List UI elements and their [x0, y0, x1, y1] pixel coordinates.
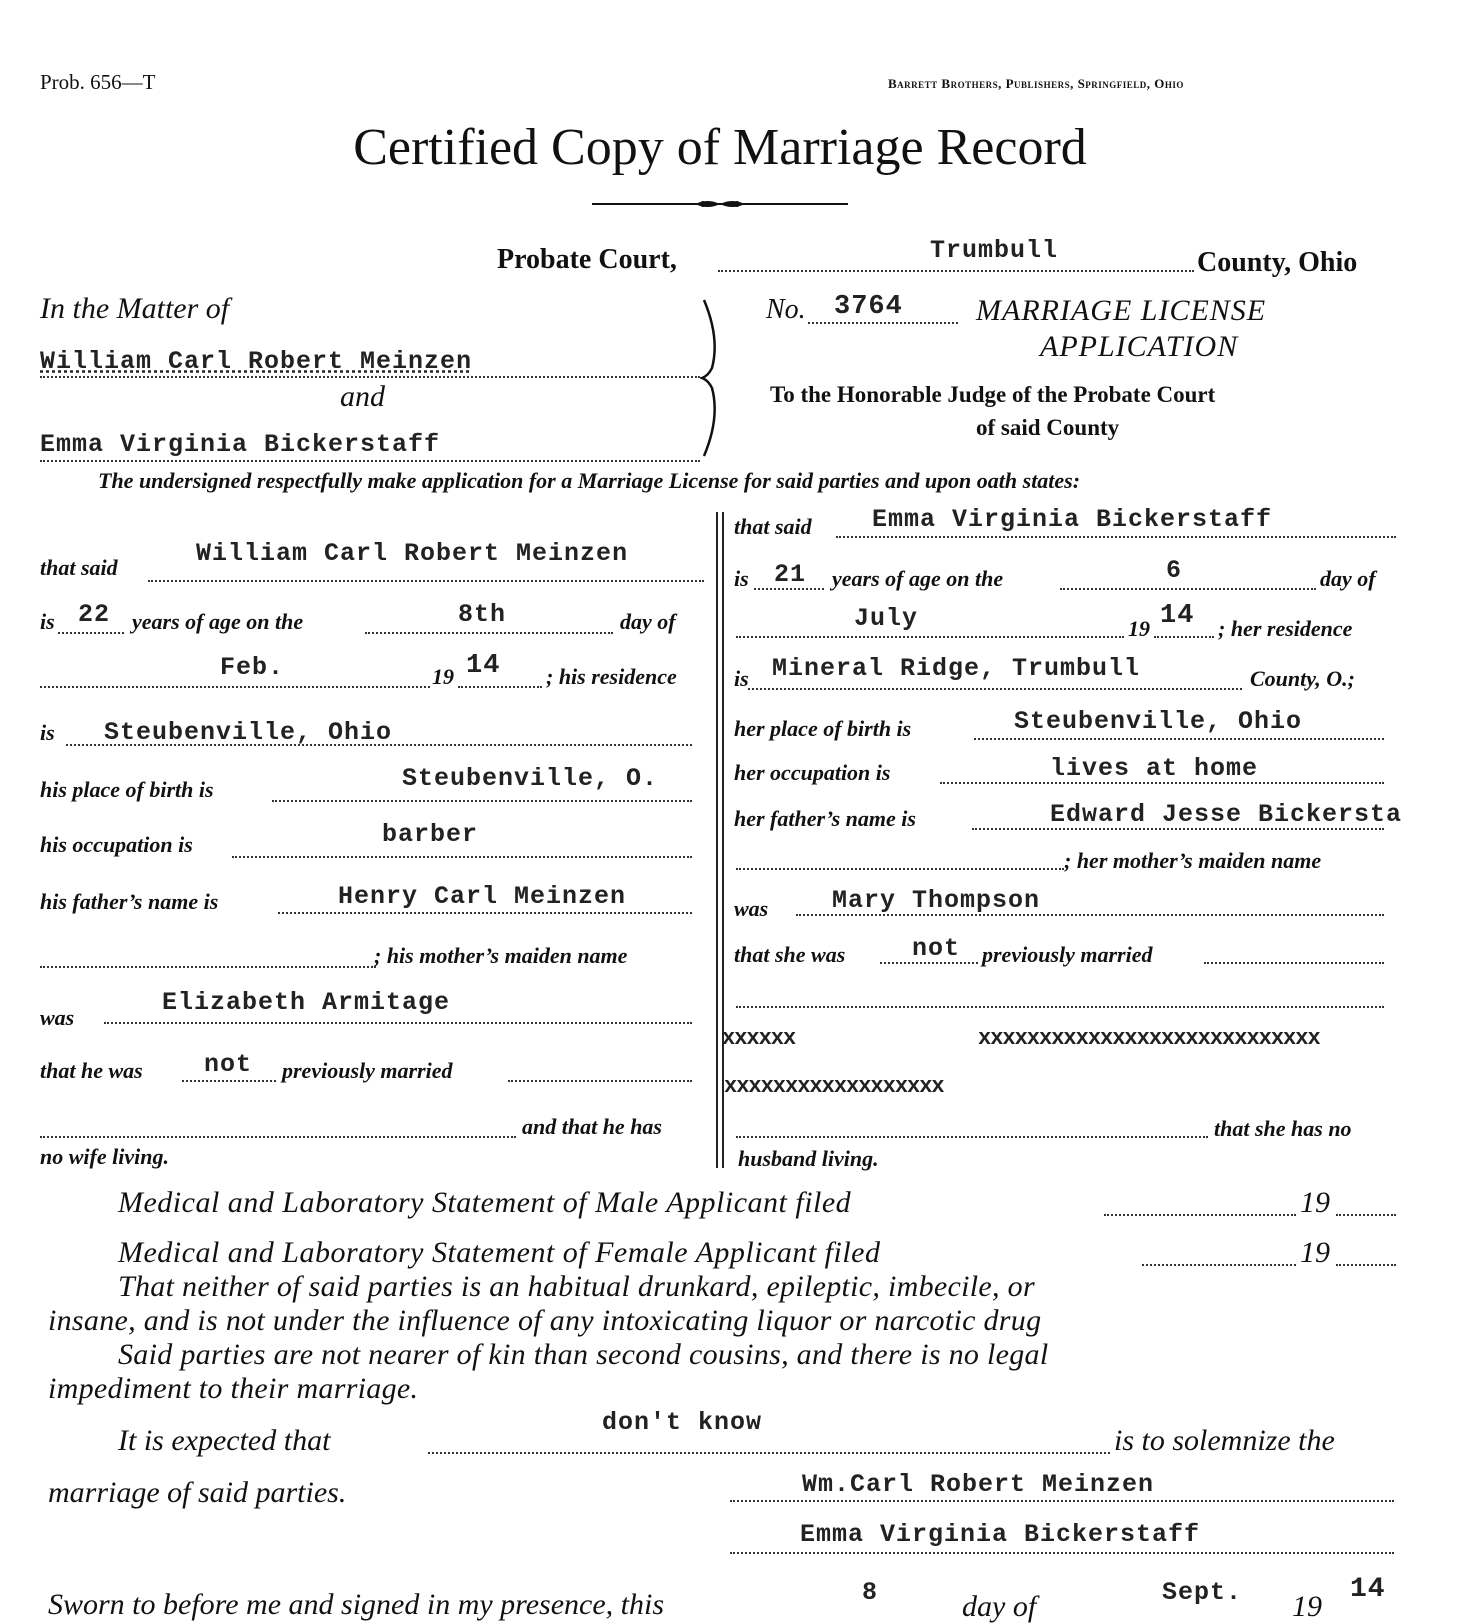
female-month-line — [736, 636, 1124, 638]
male-occ-line — [232, 856, 692, 858]
male-mother: Elizabeth Armitage — [162, 988, 451, 1017]
male-medical-year: 19 — [1300, 1186, 1330, 1219]
male-years-label: years of age on the — [132, 609, 304, 634]
male-was-label: was — [40, 1005, 75, 1030]
signature-groom: Wm.Carl Robert Meinzen — [802, 1470, 1155, 1499]
male-day: 8th — [458, 600, 507, 629]
neither-line-1: That neither of said parties is an habitual drunkard, epileptic, imbecile, or — [118, 1270, 1035, 1303]
male-month: Feb. — [220, 653, 285, 682]
female-year: 14 — [1160, 601, 1195, 631]
female-residence: Mineral Ridge, Trumbull — [772, 654, 1141, 683]
female-day-line — [1060, 588, 1316, 590]
matter-label: In the Matter of — [40, 292, 230, 325]
female-birth-line — [974, 738, 1384, 740]
officiant-value: don't know — [602, 1408, 763, 1437]
expected-label: It is expected that — [118, 1424, 331, 1457]
female-is-label: is — [734, 566, 749, 591]
sworn-label: Sworn to before me and signed in my presence, this — [48, 1588, 665, 1621]
male-wife-line — [40, 1136, 516, 1138]
male-prev-value: not — [204, 1050, 253, 1079]
male-prev-line-2 — [508, 1080, 692, 1082]
probate-court-label: Probate Court, — [497, 244, 677, 275]
male-occ-label: his occupation is — [40, 832, 193, 857]
female-strikeout-2: xxxxxxxxxxxxxxxxxx — [724, 1074, 944, 1099]
expected-line — [428, 1452, 1110, 1454]
male-age-line — [58, 632, 124, 634]
male-father-line — [278, 912, 692, 914]
column-divider-a — [716, 512, 718, 1168]
male-month-line — [40, 686, 430, 688]
female-was-label: was — [734, 896, 769, 921]
female-blank-line — [736, 1006, 1384, 1008]
marriage-of-label: marriage of said parties. — [48, 1476, 347, 1509]
male-name-line — [148, 580, 704, 582]
male-residence: Steubenville, Ohio — [104, 718, 393, 747]
male-prev-label-2: previously married — [282, 1058, 453, 1083]
female-name-line — [836, 536, 1396, 538]
female-husband-line — [736, 1136, 1208, 1138]
female-prev-label: that she was — [734, 942, 846, 967]
male-year-prefix: 19 — [432, 664, 454, 689]
female-medical-year-line — [1336, 1264, 1396, 1266]
female-county-label: County, O.; — [1250, 666, 1355, 691]
neither-line-2: insane, and is not under the influence of any intoxicating liquor or narcotic drug — [48, 1304, 1042, 1337]
column-divider-b — [722, 512, 724, 1168]
male-birth: Steubenville, O. — [402, 764, 659, 793]
male-day-of-label: day of — [620, 609, 676, 634]
female-husband-label-2: husband living. — [738, 1146, 879, 1171]
male-medical-line — [1104, 1214, 1296, 1216]
license-no-line — [808, 322, 958, 324]
male-birth-label: his place of birth is — [40, 777, 214, 802]
sworn-day: 8 — [862, 1578, 879, 1607]
male-year-line — [458, 686, 542, 688]
female-residence-line — [748, 688, 1242, 690]
female-is2-label: is — [734, 666, 749, 691]
male-mother-line — [104, 1022, 692, 1024]
signature-line-groom — [730, 1500, 1394, 1502]
female-prev-label-2: previously married — [982, 942, 1153, 967]
male-mother-label: ; his mother’s maiden name — [374, 943, 628, 968]
matter-bride-line — [40, 460, 700, 462]
female-medical-line — [1142, 1264, 1296, 1266]
female-day-of-label: day of — [1320, 566, 1376, 591]
female-strikeout-1b: xxxxxxxxxxxxxxxxxxxxxxxxxxxx — [978, 1026, 1320, 1051]
male-medical-year-line — [1336, 1214, 1396, 1216]
female-medical-year: 19 — [1300, 1236, 1330, 1269]
female-year-line — [1154, 636, 1214, 638]
male-father-line-2 — [40, 966, 376, 968]
sworn-year: 14 — [1350, 1574, 1386, 1605]
female-husband-label: that she has no — [1214, 1116, 1352, 1141]
matter-and: and — [340, 380, 385, 413]
signature-bride: Emma Virginia Bickerstaff — [800, 1520, 1201, 1549]
license-no-label: No. — [766, 294, 806, 325]
publisher-imprint: Barrett Brothers, Publishers, Springfield, Ohio — [888, 76, 1184, 91]
county-ohio-label: County, Ohio — [1197, 247, 1358, 278]
male-father: Henry Carl Meinzen — [338, 882, 627, 911]
sworn-month: Sept. — [1162, 1578, 1243, 1607]
male-wife-label-2: no wife living. — [40, 1144, 169, 1169]
kin-line-1: Said parties are not nearer of kin than second cousins, and there is no legal — [118, 1338, 1049, 1371]
matter-bride: Emma Virginia Bickerstaff — [40, 430, 441, 459]
female-name: Emma Virginia Bickerstaff — [872, 505, 1273, 534]
sworn-year-prefix: 19 — [1292, 1590, 1322, 1623]
female-birth-label: her place of birth is — [734, 716, 912, 741]
form-number: Prob. 656—T — [40, 70, 156, 94]
female-father: Edward Jesse Bickersta — [1050, 800, 1403, 829]
male-father-label: his father’s name is — [40, 889, 219, 914]
female-residence-label: ; her residence — [1218, 616, 1353, 641]
document-title: Certified Copy of Marriage Record — [353, 119, 1087, 176]
male-day-line — [365, 632, 613, 634]
male-that-said-label: that said — [40, 555, 118, 580]
matter-groom-line — [40, 376, 700, 378]
male-birth-line — [272, 800, 692, 802]
female-year-prefix: 19 — [1128, 616, 1150, 641]
female-day: 6 — [1166, 556, 1183, 585]
male-year: 14 — [466, 651, 501, 681]
license-title-1: MARRIAGE LICENSE — [976, 294, 1267, 327]
license-no-value: 3764 — [834, 292, 903, 322]
kin-line-2: impediment to their marriage. — [48, 1372, 419, 1405]
female-strikeout-1a: xxxxxx — [722, 1026, 796, 1051]
female-medical-statement: Medical and Laboratory Statement of Female Applicant filed — [118, 1236, 881, 1269]
male-name: William Carl Robert Meinzen — [196, 539, 629, 568]
male-prev-label: that he was — [40, 1058, 143, 1083]
female-mother: Mary Thompson — [832, 886, 1041, 915]
female-birth: Steubenville, Ohio — [1014, 707, 1303, 736]
sworn-day-of: day of — [962, 1590, 1037, 1623]
female-prev-line-2 — [1204, 962, 1384, 964]
male-medical-statement: Medical and Laboratory Statement of Male Applicant filed — [118, 1186, 852, 1219]
female-mother-label: ; her mother’s maiden name — [1064, 848, 1322, 873]
male-prev-line — [182, 1080, 276, 1082]
to-judge-1: To the Honorable Judge of the Probate Court — [770, 382, 1216, 407]
male-wife-label: and that he has — [522, 1114, 662, 1139]
female-father-line-2 — [736, 868, 1064, 870]
county-line — [718, 270, 1194, 272]
county-value: Trumbull — [930, 236, 1059, 265]
female-occupation: lives at home — [1050, 754, 1259, 783]
female-occ-label: her occupation is — [734, 760, 891, 785]
female-that-said-label: that said — [734, 514, 812, 539]
male-age: 22 — [78, 600, 111, 629]
signature-line-bride — [730, 1552, 1394, 1554]
male-occupation: barber — [382, 820, 479, 849]
male-is2-label: is — [40, 720, 55, 745]
female-age: 21 — [774, 560, 807, 589]
to-judge-2: of said County — [976, 415, 1120, 440]
male-is-label: is — [40, 609, 55, 634]
female-prev-value: not — [912, 934, 961, 963]
license-title-2: APPLICATION — [1040, 330, 1239, 363]
intro-text: The undersigned respectfully make application for a Marriage License for said parties and upon oath states: — [98, 468, 1081, 493]
female-father-label: her father’s name is — [734, 806, 916, 831]
female-month: July — [854, 604, 919, 633]
male-residence-label: ; his residence — [546, 664, 677, 689]
bracket — [700, 298, 726, 458]
title-ornament — [590, 196, 850, 212]
matter-groom: William Carl Robert Meinzen — [40, 347, 473, 376]
female-years-label: years of age on the — [832, 566, 1004, 591]
solemnize-label: is to solemnize the — [1114, 1424, 1335, 1457]
